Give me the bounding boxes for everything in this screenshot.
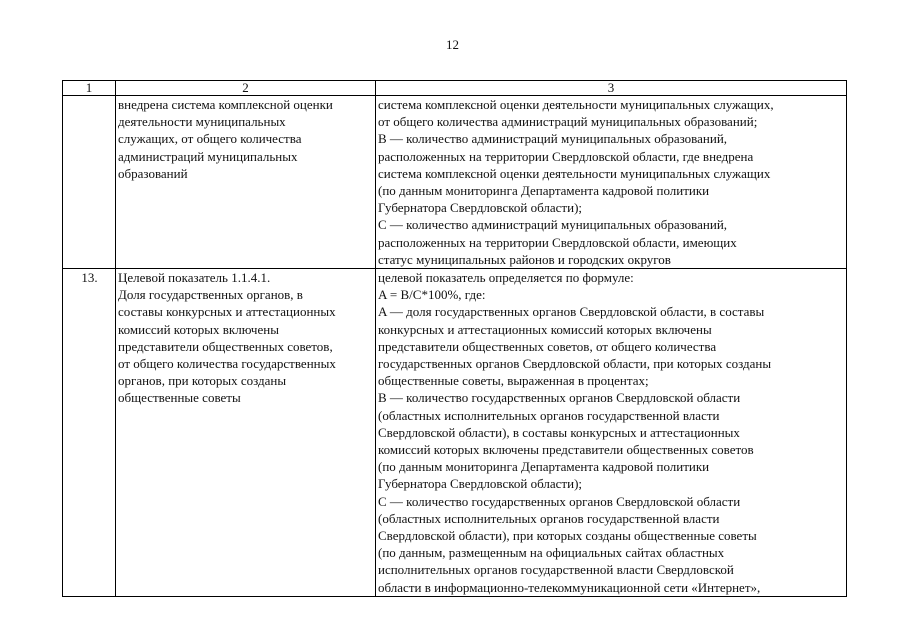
text-line: образований <box>118 165 188 181</box>
text-line: конкурсных и аттестационных комиссий которых включены <box>378 321 712 337</box>
text-line: A = B/C*100%, где: <box>378 287 486 303</box>
text-line: система комплексной оценки деятельности муниципальных служащих <box>378 165 771 181</box>
indicator-name-cell <box>116 96 376 269</box>
text-line: комиссий которых включены <box>118 321 279 337</box>
text-line: представители общественных советов, от общего количества <box>378 338 717 354</box>
text-line: Целевой показатель 1.1.4.1. <box>118 270 271 286</box>
text-line: расположенных на территории Свердловской области, где внедрена <box>378 148 754 164</box>
table-row <box>63 96 847 269</box>
text-line: Доля государственных органов, в <box>118 287 303 303</box>
text-line: (по данным, размещенным на официальных сайтах областных <box>378 545 725 561</box>
text-line: области в информационно-телекоммуникационной сети «Интернет», <box>378 579 761 595</box>
text-line: комиссий которых включены представители общественных советов <box>378 442 754 458</box>
text-line: составы конкурсных и аттестационных <box>118 304 336 320</box>
text-line: (областных исполнительных органов государственной власти <box>378 510 720 526</box>
text-line: статус муниципальных районов и городских округов <box>378 251 671 267</box>
text-line: Губернатора Свердловской области); <box>378 200 583 216</box>
text-line: представители общественных советов, <box>118 338 333 354</box>
text-line: B — количество администраций муниципальных образований, <box>378 131 728 147</box>
indicator-name-cell <box>116 269 376 597</box>
row-number-cell <box>63 96 116 269</box>
text-line: от общего количества администраций муниципальных образований; <box>378 114 758 130</box>
text-line: Губернатора Свердловской области); <box>378 476 583 492</box>
text-line: от общего количества государственных <box>118 356 336 372</box>
text-line: исполнительных органов государственной власти Свердловской <box>378 562 734 578</box>
text-line: система комплексной оценки деятельности муниципальных служащих, <box>378 97 774 112</box>
text-line: Свердловской области), при которых созданы общественные советы <box>378 528 757 544</box>
text-line: общественные советы, выраженная в процентах; <box>378 373 649 389</box>
text-line: (по данным мониторинга Департамента кадровой политики <box>378 459 710 475</box>
table-header-row <box>63 81 847 96</box>
text-line: государственных органов Свердловской области, при которых созданы <box>378 356 772 372</box>
indicator-table <box>62 80 847 597</box>
text-line: B — количество государственных органов Свердловской области <box>378 390 741 406</box>
header-col-1: 1 <box>63 81 116 96</box>
text-line: общественные советы <box>118 390 241 406</box>
text-line: Свердловской области), в составы конкурсных и аттестационных <box>378 424 740 440</box>
text-line: внедрена система комплексной оценки <box>118 97 333 112</box>
text-line: администраций муниципальных <box>118 148 298 164</box>
text-line: C — количество администраций муниципальных образований, <box>378 217 728 233</box>
page-number: 12 <box>446 37 459 52</box>
text-line: целевой показатель определяется по формуле: <box>378 270 634 286</box>
formula-description-cell <box>376 96 847 269</box>
table-row <box>63 269 847 597</box>
header-col-3: 3 <box>376 81 847 96</box>
text-line: расположенных на территории Свердловской области, имеющих <box>378 234 737 250</box>
formula-description-cell <box>376 269 847 597</box>
header-col-2: 2 <box>116 81 376 96</box>
text-line: (по данным мониторинга Департамента кадровой политики <box>378 183 710 199</box>
text-line: деятельности муниципальных <box>118 114 286 130</box>
text-line: органов, при которых созданы <box>118 373 287 389</box>
row-number-cell: 13. <box>63 269 116 597</box>
text-line: C — количество государственных органов Свердловской области <box>378 493 741 509</box>
text-line: A — доля государственных органов Свердловской области, в составы <box>378 304 765 320</box>
text-line: служащих, от общего количества <box>118 131 302 147</box>
text-line: (областных исполнительных органов государственной власти <box>378 407 720 423</box>
